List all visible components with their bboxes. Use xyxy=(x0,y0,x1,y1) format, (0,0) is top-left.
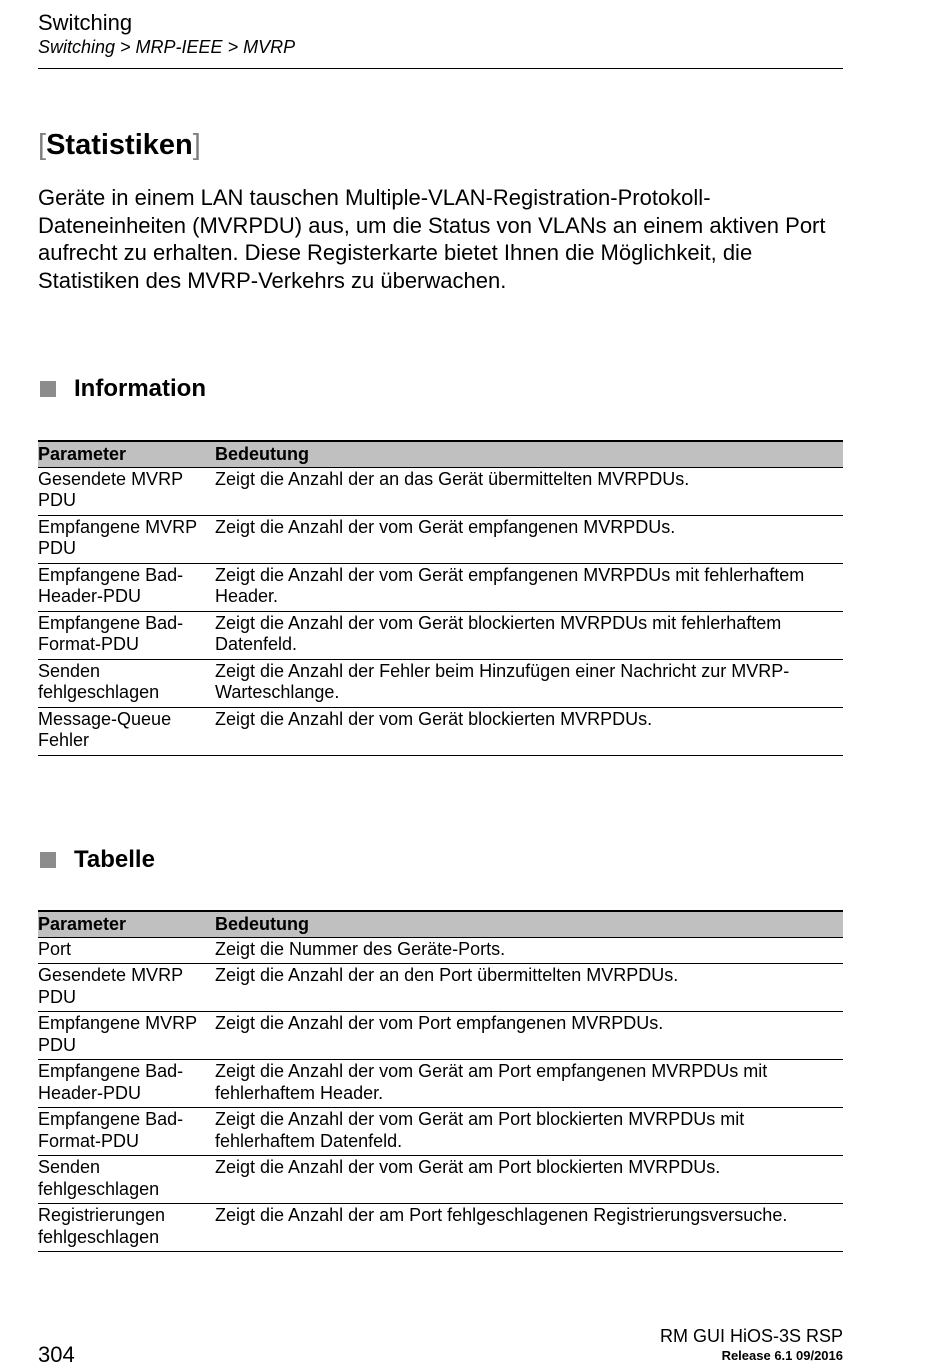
tabelle-heading-text: Tabelle xyxy=(74,846,155,873)
table-row xyxy=(38,964,843,1012)
parameter-cell: Senden fehlgeschlagen xyxy=(38,1156,215,1204)
meaning-cell: Zeigt die Anzahl der an das Gerät übermittelten MVRPDUs. xyxy=(215,467,843,515)
meaning-cell: Zeigt die Anzahl der vom Gerät empfangenen MVRPDUs. xyxy=(215,515,843,563)
table-row xyxy=(38,1156,843,1204)
header-divider xyxy=(38,68,843,69)
intro-paragraph: Geräte in einem LAN tauschen Multiple-VLAN-Registration-Protokoll-Dateneinheiten (MVRPDU) aus, um die Status von VLANs an einem aktiven Port aufrecht zu erhalten. Diese Registerkarte bietet Ihnen die Möglichkeit, die Statistiken des MVRP-Verkehrs zu überwachen. xyxy=(38,185,826,293)
meaning-cell: Zeigt die Anzahl der am Port fehlgeschlagenen Registrierungsversuche. xyxy=(215,1204,843,1252)
tabelle-heading xyxy=(38,845,155,875)
square-bullet-icon xyxy=(40,852,56,868)
page-number: 304 xyxy=(38,1342,75,1367)
information-heading xyxy=(38,374,206,404)
table-row xyxy=(38,467,843,515)
table-row xyxy=(38,611,843,659)
parameter-cell: Empfangene Bad-Header-PDU xyxy=(38,563,215,611)
meaning-cell: Zeigt die Anzahl der Fehler beim Hinzufügen einer Nachricht zur MVRP-Warteschlange. xyxy=(215,659,843,707)
table-row xyxy=(38,1012,843,1060)
parameter-cell: Port xyxy=(38,937,215,964)
parameter-cell: Empfangene Bad-Header-PDU xyxy=(38,1060,215,1108)
table-row xyxy=(38,659,843,707)
parameter-cell: Senden fehlgeschlagen xyxy=(38,659,215,707)
parameter-cell: Gesendete MVRP PDU xyxy=(38,467,215,515)
meaning-cell: Zeigt die Anzahl der an den Port übermittelten MVRPDUs. xyxy=(215,964,843,1012)
table-row xyxy=(38,563,843,611)
parameter-cell: Message-Queue Fehler xyxy=(38,707,215,755)
parameter-cell: Empfangene Bad-Format-PDU xyxy=(38,1108,215,1156)
doc-title: RM GUI HiOS-3S RSP xyxy=(659,1326,843,1346)
meaning-cell: Zeigt die Anzahl der vom Gerät am Port blockierten MVRPDUs mit fehlerhaftem Datenfeld. xyxy=(215,1108,843,1156)
chapter-title: Switching xyxy=(38,10,133,35)
meaning-cell: Zeigt die Anzahl der vom Gerät am Port empfangenen MVRPDUs mit fehlerhaftem Header. xyxy=(215,1060,843,1108)
column-header-meaning: Bedeutung xyxy=(215,911,843,937)
table-row xyxy=(38,1108,843,1156)
meaning-cell: Zeigt die Anzahl der vom Gerät empfangenen MVRPDUs mit fehlerhaftem Header. xyxy=(215,563,843,611)
release-info: Release 6.1 09/2016 xyxy=(721,1348,843,1363)
table-row xyxy=(38,515,843,563)
meaning-cell: Zeigt die Anzahl der vom Gerät am Port blockierten MVRPDUs. xyxy=(215,1156,843,1204)
section-title-text: Statistiken xyxy=(46,129,193,161)
table-row xyxy=(38,707,843,755)
information-table xyxy=(38,440,843,756)
column-header-parameter: Parameter xyxy=(38,911,215,937)
tabelle-table xyxy=(38,910,843,1252)
information-heading-text: Information xyxy=(74,375,206,402)
table-header-row xyxy=(38,911,843,937)
section-title: [Statistiken] xyxy=(38,129,201,161)
table-header-row xyxy=(38,441,843,467)
meaning-cell: Zeigt die Anzahl der vom Gerät blockierten MVRPDUs mit fehlerhaftem Datenfeld. xyxy=(215,611,843,659)
table-row xyxy=(38,1060,843,1108)
page-header xyxy=(38,10,843,58)
footer-doc-info xyxy=(660,1325,843,1364)
meaning-cell: Zeigt die Anzahl der vom Gerät blockierten MVRPDUs. xyxy=(215,707,843,755)
parameter-cell: Gesendete MVRP PDU xyxy=(38,964,215,1012)
parameter-cell: Registrierungen fehlgeschlagen xyxy=(38,1204,215,1252)
parameter-cell: Empfangene MVRP PDU xyxy=(38,515,215,563)
meaning-cell: Zeigt die Nummer des Geräte-Ports. xyxy=(215,937,843,964)
column-header-meaning: Bedeutung xyxy=(215,441,843,467)
table-row xyxy=(38,937,843,964)
parameter-cell: Empfangene MVRP PDU xyxy=(38,1012,215,1060)
meaning-cell: Zeigt die Anzahl der vom Port empfangenen MVRPDUs. xyxy=(215,1012,843,1060)
breadcrumb: Switching > MRP-IEEE > MVRP xyxy=(38,37,296,57)
parameter-cell: Empfangene Bad-Format-PDU xyxy=(38,611,215,659)
square-bullet-icon xyxy=(40,381,56,397)
column-header-parameter: Parameter xyxy=(38,441,215,467)
table-row xyxy=(38,1204,843,1252)
